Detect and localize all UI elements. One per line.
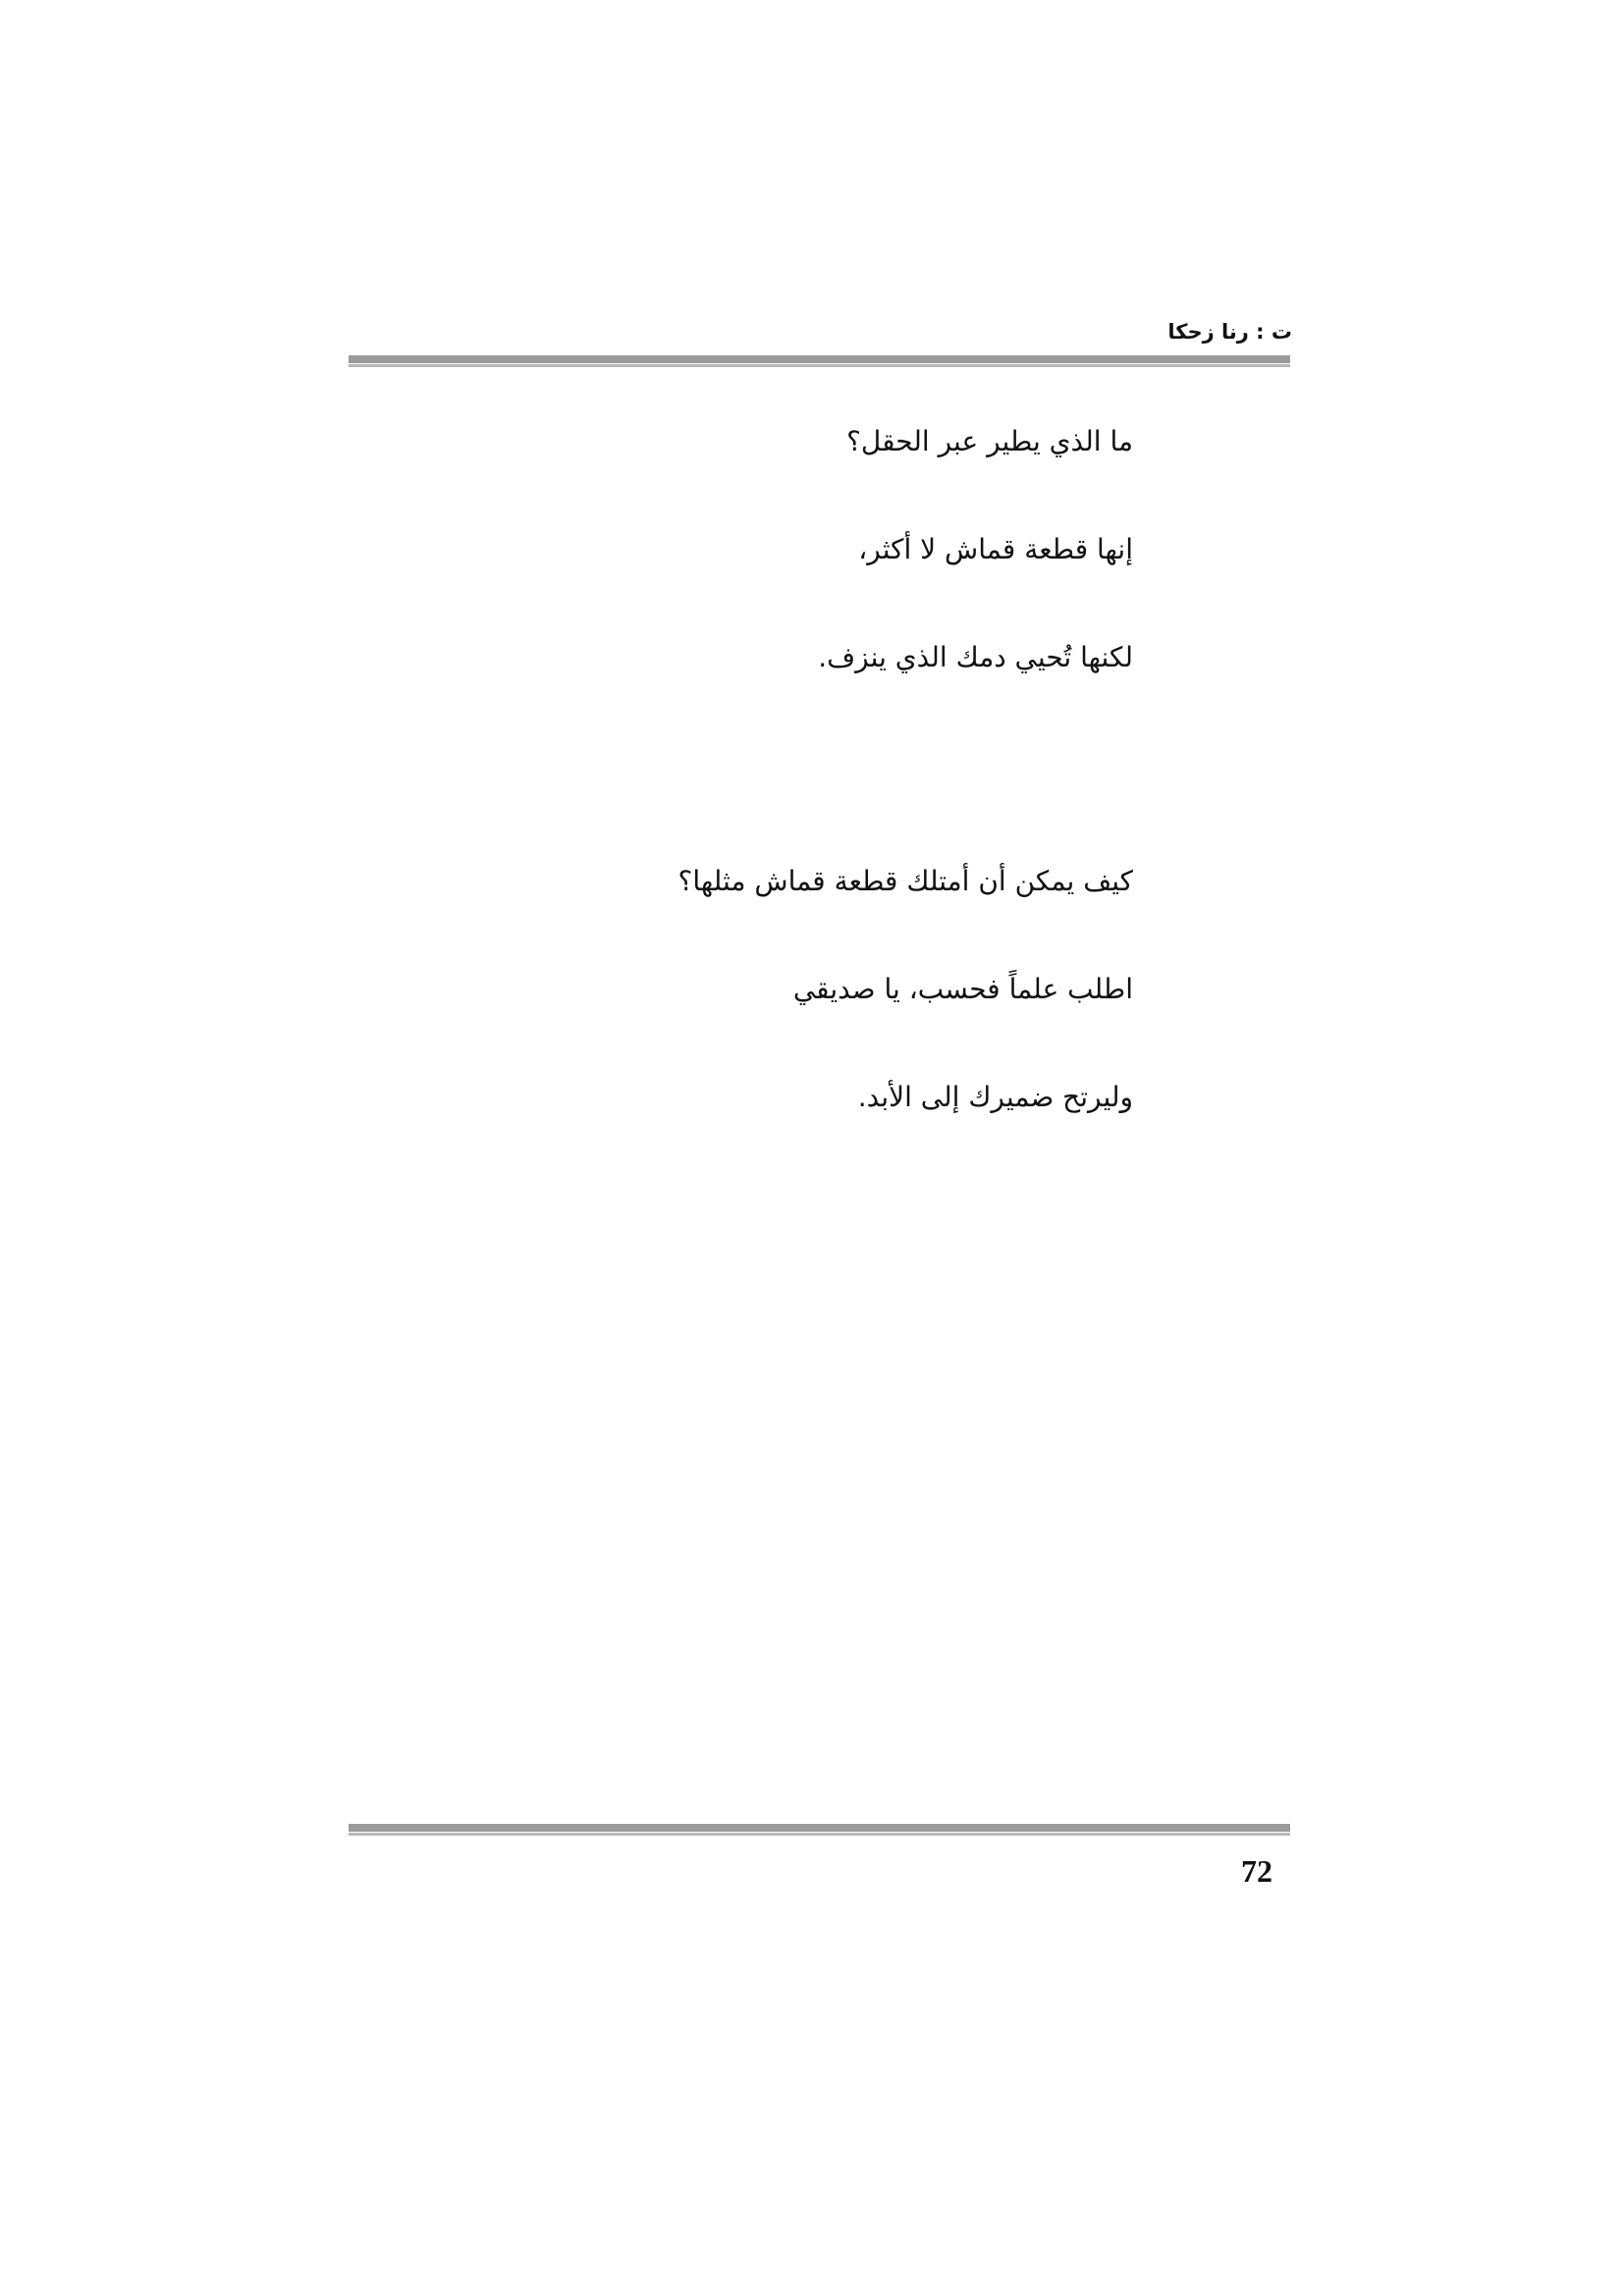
poem-line: اطلب علماً فحسب، يا صديقي: [792, 973, 1133, 1005]
poem-line: كيف يمكن أن أمتلك قطعة قماش مثلها؟: [677, 865, 1133, 897]
poem-line: إنها قطعة قماش لا أكثر،: [858, 533, 1133, 565]
poem-line: ما الذي يطير عبر الحقل؟: [846, 425, 1133, 457]
running-header-title: ت : رنا زحكا: [1167, 320, 1292, 344]
stanza-2: [348, 852, 1133, 1176]
poem-line: وليرتح ضميرك إلى الأبد.: [857, 1081, 1133, 1113]
page-number: 72: [1241, 1853, 1272, 1889]
header-rule: [349, 355, 1290, 368]
poem-body: [348, 412, 1133, 1176]
footer-rule: [349, 1824, 1290, 1837]
stanza-1: [348, 412, 1133, 736]
poem-line: لكنها تُحيي دمك الذي ينزف.: [818, 641, 1133, 673]
